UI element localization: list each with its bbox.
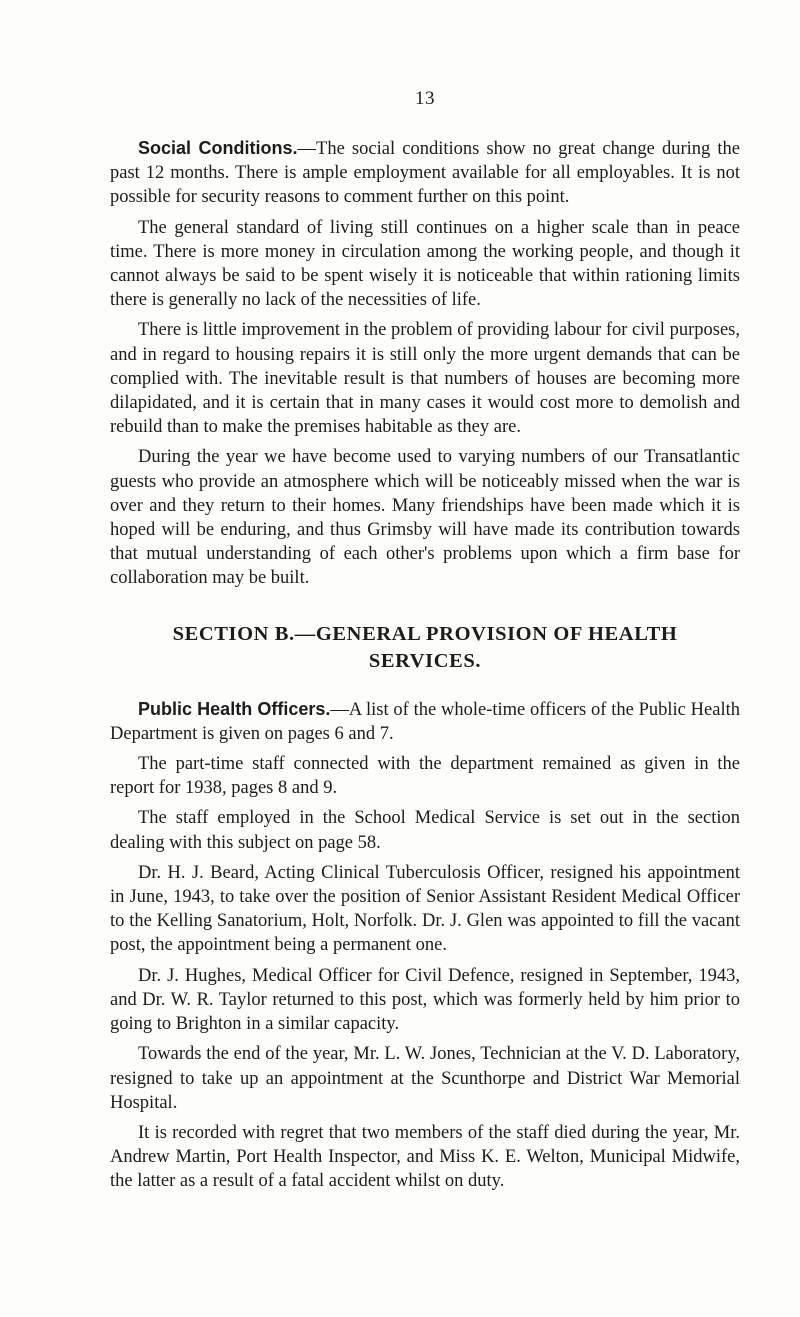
social-conditions-paragraph-4: During the year we have become used to varying numbers of our Transatlantic guests who provide an atmosphere which will be noticeably missed when the war is over and they return to their homes. Many friendships have been made which it is hoped will be enduring, and thus Grimsby will have made its contribution towards that mutual understanding of each other's problems upon which a firm base for collaboration may be built.	[110, 447, 740, 589]
public-health-paragraph-5: Dr. J. Hughes, Medical Officer for Civil Defence, resigned in September, 1943, and Dr. W. R. Taylor returned to this post, which was formerly held by him prior to going to Brighton in a similar capacity.	[110, 965, 740, 1035]
public-health-paragraph-2: The part-time staff connected with the department remained as given in the report for 1938, pages 8 and 9.	[110, 754, 740, 799]
document-page	[110, 88, 740, 1200]
social-conditions-paragraph-1	[110, 136, 740, 210]
public-health-paragraph-7: It is recorded with regret that two members of the staff died during the year, Mr. Andrew Martin, Port Health Inspector, and Miss K. E. Welton, Municipal Midwife, the latter as a result of a fatal accident whilst on duty.	[110, 1122, 740, 1192]
public-health-paragraph-1	[110, 697, 740, 746]
section-b-title-line-1: SECTION B.—GENERAL PROVISION OF HEALTH	[172, 622, 678, 645]
public-health-paragraph-4: Dr. H. J. Beard, Acting Clinical Tuberculosis Officer, resigned his appointment in June, 1943, to take over the position of Senior Assistant Resident Medical Officer to the Kelling Sanatorium, Holt, Norfolk. Dr. J. Glen was appointed to fill the vacant post, the appointment being a permanent one.	[110, 862, 740, 956]
section-b-title	[110, 621, 740, 675]
public-health-text-1: —A list of the whole-time officers of the Public Health Department is given on pages 6 and 7.	[110, 699, 740, 744]
section-b-title-line-2: SERVICES.	[368, 649, 482, 672]
social-conditions-heading: Social Conditions.	[138, 138, 298, 158]
public-health-paragraph-6: Towards the end of the year, Mr. L. W. Jones, Technician at the V. D. Laboratory, resigned to take up an appointment at the Scunthorpe and District War Memorial Hospital.	[110, 1044, 740, 1113]
public-health-paragraph-3: The staff employed in the School Medical Service is set out in the section dealing with this subject on page 58.	[110, 808, 740, 853]
page-number: 13	[415, 88, 435, 109]
social-conditions-text-1: —The social conditions show no great change during the past 12 months. There is ample employment available for all employables. It is not possible for security reasons to comment further on this point.	[110, 139, 740, 208]
social-conditions-paragraph-3: There is little improvement in the problem of providing labour for civil purposes, and in regard to housing repairs it is still only the more urgent demands that can be complied with. The inevitable result is that numbers of houses are becoming more dilapidated, and it is certain that in many cases it would cost more to demolish and rebuild than to make the premises habitable as they are.	[110, 320, 740, 438]
public-health-officers-heading: Public Health Officers.	[138, 698, 331, 719]
social-conditions-paragraph-2: The general standard of living still continues on a higher scale than in peace time. There is more money in circulation among the working people, and though it cannot always be said to be spent wisely it is noticeable that within rationing limits there is generally no lack of the necessities of life.	[110, 217, 740, 311]
